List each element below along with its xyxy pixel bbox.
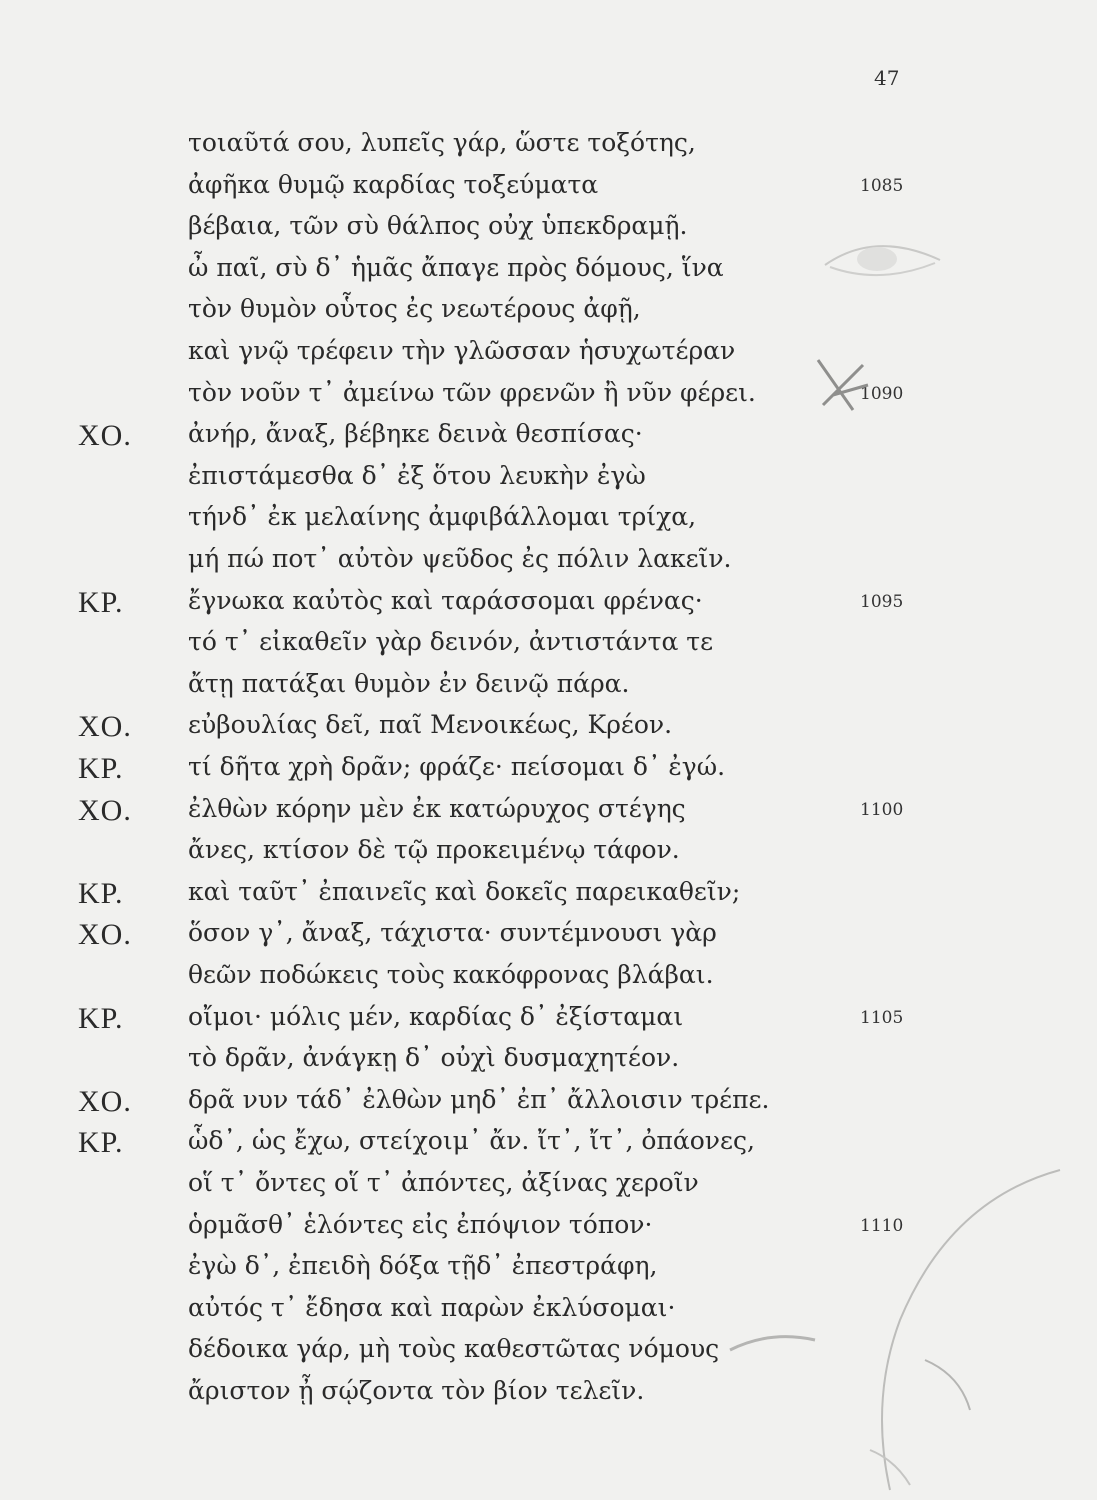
verse-text: οἵ τ᾽ ὄντες οἵ τ᾽ ἀπόντες, ἀξίνας χεροῖν <box>188 1168 699 1197</box>
verse-line <box>0 586 1097 628</box>
line-number: 1095 <box>860 591 904 612</box>
verse-line <box>0 170 1097 212</box>
line-number: 1100 <box>860 799 904 820</box>
verse-text: ἐλθὼν κόρην μὲν ἐκ κατώρυχος στέγης <box>188 793 686 823</box>
verse-text: ἀφῆκα θυμῷ καρδίας τοξεύματα <box>188 169 599 199</box>
verse-line <box>0 128 1097 170</box>
verse-line <box>0 1043 1097 1085</box>
verse-text: τό τ᾽ εἰκαθεῖν γὰρ δεινόν, ἀντιστάντα τε <box>188 627 714 657</box>
verse-text: μή πώ ποτ᾽ αὐτὸν ψεῦδος ἐς πόλιν λακεῖν. <box>188 544 732 573</box>
speaker-label: ΚΡ. <box>78 876 124 910</box>
verse-text: αὐτός τ᾽ ἔδησα καὶ παρὼν ἐκλύσομαι· <box>188 1292 676 1322</box>
verse-text: τὸν νοῦν τ᾽ ἀμείνω τῶν φρενῶν ἢ νῦν φέρει. <box>188 377 756 407</box>
verse-line <box>0 1376 1097 1418</box>
verse-text: ὦ παῖ, σὺ δ᾽ ἡμᾶς ἄπαγε πρὸς δόμους, ἵνα <box>188 252 724 282</box>
verse-text: οἴμοι· μόλις μέν, καρδίας δ᾽ ἐξίσταμαι <box>188 1001 684 1031</box>
verse-text: ἀνήρ, ἄναξ, βέβηκε δεινὰ θεσπίσας· <box>188 419 643 449</box>
speaker-label: ΚΡ. <box>78 585 124 619</box>
verse-line <box>0 794 1097 836</box>
speaker-label: ΧΟ. <box>78 918 132 952</box>
verse-line <box>0 1293 1097 1335</box>
verse-line <box>0 253 1097 295</box>
verse-text: δέδοικα γάρ, μὴ τοὺς καθεστῶτας νόμους <box>188 1334 720 1364</box>
verse-text: ἄνες, κτίσον δὲ τῷ προκειμένῳ τάφον. <box>188 835 680 865</box>
verse-line <box>0 627 1097 669</box>
speaker-label: ΧΟ. <box>78 793 132 827</box>
page-number: 47 <box>874 66 900 90</box>
verse-line <box>0 1085 1097 1127</box>
verse-line <box>0 294 1097 336</box>
line-number: 1105 <box>860 1007 904 1028</box>
verse-text: ὅσον γ᾽, ἄναξ, τάχιστα· συντέμνουσι γὰρ <box>188 918 717 948</box>
speaker-label: ΧΟ. <box>78 1084 132 1118</box>
verse-text: βέβαια, τῶν σὺ θάλπος οὐχ ὑπεκδραμῇ. <box>188 211 688 241</box>
verse-text: ὧδ᾽, ὡς ἔχω, στείχοιμ᾽ ἄν. ἴτ᾽, ἴτ᾽, ὀπάονες, <box>188 1126 755 1156</box>
verse-line <box>0 960 1097 1002</box>
verse-line <box>0 1210 1097 1252</box>
verse-text: ἄριστον ᾖ σῴζοντα τὸν βίον τελεῖν. <box>188 1376 645 1405</box>
speaker-label: ΚΡ. <box>78 752 124 785</box>
verse-line <box>0 461 1097 503</box>
verse-line <box>0 835 1097 877</box>
verse-text: καὶ γνῷ τρέφειν τὴν γλῶσσαν ἡσυχωτέραν <box>188 336 736 365</box>
verse-text: καὶ ταῦτ᾽ ἐπαινεῖς καὶ δοκεῖς παρεικαθεῖν; <box>188 876 741 906</box>
verse-line <box>0 1002 1097 1044</box>
verse-line <box>0 752 1097 794</box>
verse-text: τοιαῦτά σου, λυπεῖς γάρ, ὥστε τοξότης, <box>188 128 696 157</box>
verse-line <box>0 1168 1097 1210</box>
speaker-label: ΧΟ. <box>78 710 132 744</box>
verse-line <box>0 918 1097 960</box>
verse-line <box>0 710 1097 752</box>
verse-text: ὁρμᾶσθ᾽ ἑλόντες εἰς ἐπόψιον τόπον· <box>188 1209 653 1239</box>
speaker-label: ΚΡ. <box>78 1126 124 1160</box>
verse-text: ἄτῃ πατάξαι θυμὸν ἐν δεινῷ πάρα. <box>188 668 630 698</box>
verse-line <box>0 877 1097 919</box>
verse-line <box>0 378 1097 420</box>
verse-line <box>0 669 1097 711</box>
verse-line <box>0 211 1097 253</box>
line-number: 1090 <box>860 383 904 404</box>
verse-text: τὸν θυμὸν οὗτος ἐς νεωτέρους ἀφῇ, <box>188 294 641 324</box>
verse-text: δρᾶ νυν τάδ᾽ ἐλθὼν μηδ᾽ ἐπ᾽ ἄλλοισιν τρέπε. <box>188 1084 770 1114</box>
verse-line <box>0 1334 1097 1376</box>
verse-text: τήνδ᾽ ἐκ μελαίνης ἀμφιβάλλομαι τρίχα, <box>188 502 697 532</box>
verse-text: ἐγὼ δ᾽, ἐπειδὴ δόξα τῇδ᾽ ἐπεστράφη, <box>188 1251 658 1281</box>
verse-text: εὐβουλίας δεῖ, παῖ Μενοικέως, Κρέον. <box>188 710 673 740</box>
speaker-label: ΚΡ. <box>78 1001 124 1035</box>
verse-line <box>0 544 1097 586</box>
verse-line <box>0 1126 1097 1168</box>
verse-line <box>0 1251 1097 1293</box>
verse-text: θεῶν ποδώκεις τοὺς κακόφρονας βλάβαι. <box>188 960 714 989</box>
line-number: 1085 <box>860 175 904 196</box>
verse-text: ἐπιστάμεσθα δ᾽ ἐξ ὅτου λευκὴν ἐγὼ <box>188 460 646 490</box>
verse-text: τί δῆτα χρὴ δρᾶν; φράζε· πείσομαι δ᾽ ἐγώ. <box>188 752 726 781</box>
verse-text: τὸ δρᾶν, ἀνάγκῃ δ᾽ οὐχὶ δυσμαχητέον. <box>188 1043 680 1073</box>
verse-line <box>0 336 1097 378</box>
verse-text: ἔγνωκα καὐτὸς καὶ ταράσσομαι φρένας· <box>188 585 703 615</box>
verse-line <box>0 419 1097 461</box>
speaker-label: ΧΟ. <box>78 419 132 453</box>
line-number: 1110 <box>860 1215 904 1236</box>
verse-line <box>0 502 1097 544</box>
